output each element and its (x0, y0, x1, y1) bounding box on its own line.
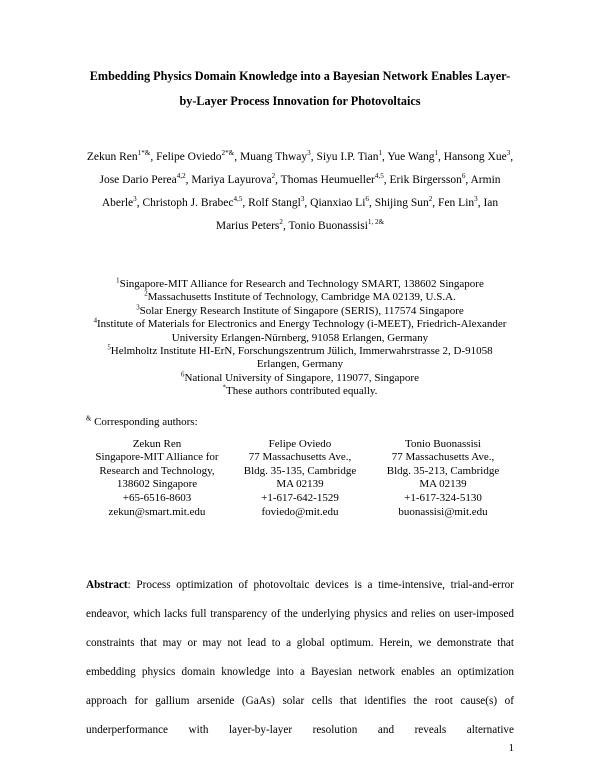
affiliation-2: $^2$Massachusetts Institute of Technology, Cambridge MA 02139, U.S.A. (144, 290, 456, 304)
contact-email: buonassisi@mit.edu (398, 505, 488, 518)
contact-name: Felipe Oviedo (268, 437, 332, 450)
contact-address-line: Singapore-MIT Alliance for (95, 451, 219, 464)
affiliation-1: $^1$Singapore-MIT Alliance for Research and Technology SMART, 138602 Singapore (116, 277, 484, 290)
contact-phone: +65-6516-8603 (122, 492, 192, 505)
abstract-paragraph (86, 571, 514, 745)
corresponding-authors-heading: & Corresponding authors: (86, 415, 198, 428)
contact-email: zekun@smart.mit.edu (108, 505, 206, 518)
contact-zekun-ren (86, 438, 228, 520)
equal-contribution-note: *These authors contributed equally. (222, 384, 378, 398)
contact-address-line: 138602 Singapore (116, 478, 198, 491)
contact-address-line: MA 02139 (419, 478, 467, 491)
contact-phone: +1-617-642-1529 (261, 492, 339, 505)
paper-title: Embedding Physics Domain Knowledge into a Bayesian Network Enables Layer-by-Layer Process Innovation for Photovoltaics (89, 69, 511, 108)
contact-email: foviedo@mit.edu (261, 505, 339, 518)
author-list: Zekun Ren$^{1*\&}$, Felipe Oviedo$^{2*\&}$, Muang Thway$^3$, Siyu I.P. Tian$^1$, Yue Wang$^1$, Hansong Xue$^3$, Jose Dario Perea$^{4,2}$, Mariya Layurova$^2$, Thomas Heumueller$^{4,5}$, Erik Birgersson$^6$, Armin Aberle$^3$, Christoph J. Brabec$^{4,5}$, Rolf Stangl$^3$, Qianxiao Li$^6$, Shijing Sun$^2$, Fen Lin$^3$, Ian Marius Peters$^2$, Tonio Buonassisi$^{1, 2\&}$ (86, 149, 514, 232)
affiliation-3: $^3$Solar Energy Research Institute of Singapore (SERIS), 117574 Singapore (136, 304, 464, 317)
contact-felipe-oviedo (229, 438, 371, 520)
contact-address-line: Bldg. 35-213, Cambridge (386, 464, 500, 477)
abstract-label: Abstract (86, 579, 128, 592)
contact-tonio-buonassisi (372, 438, 514, 520)
contact-address-line: 77 Massachusetts Ave., (391, 451, 495, 464)
contact-name: Tonio Buonassisi (405, 437, 481, 450)
contact-phone: +1-617-324-5130 (404, 492, 482, 505)
abstract-text: : Process optimization of photovoltaic devices is a time-intensive, trial-and-error endeavor, which lacks full transparency of the underlying physics and relies on user-imposed constraints that may or may not lead to a global optimum. Herein, we demonstrate that embedding physics domain knowledge into a Bayesian network enables an optimization approach for gallium arsenide (GaAs) solar cells that identifies the root cause(s) of underperformance with layer-by-layer resolution and reveals alternative (86, 579, 514, 737)
affiliation-5: $^5$Helmholtz Institute HI-ErN, Forschungszentrum Jülich, Immerwahrstrasse 2, D-91058 Erlangen, Germany (107, 344, 493, 371)
contact-address-line: Research and Technology, (99, 464, 215, 477)
affiliation-4: $^4$Institute of Materials for Electronics and Energy Technology (i-MEET), Friedrich-Alexander University Erlangen-Nürnberg, 91058 Erlangen, Germany (93, 317, 507, 344)
affiliation-6: $^6$National University of Singapore, 119077, Singapore (181, 371, 419, 384)
page-number: 1 (508, 742, 514, 754)
corresponding-contacts (86, 438, 514, 520)
contact-name: Zekun Ren (132, 437, 182, 450)
contact-address-line: MA 02139 (276, 478, 324, 491)
contact-address-line: Bldg. 35-135, Cambridge (243, 464, 357, 477)
contact-address-line: 77 Massachusetts Ave., (248, 451, 352, 464)
affiliations-block (86, 278, 514, 399)
